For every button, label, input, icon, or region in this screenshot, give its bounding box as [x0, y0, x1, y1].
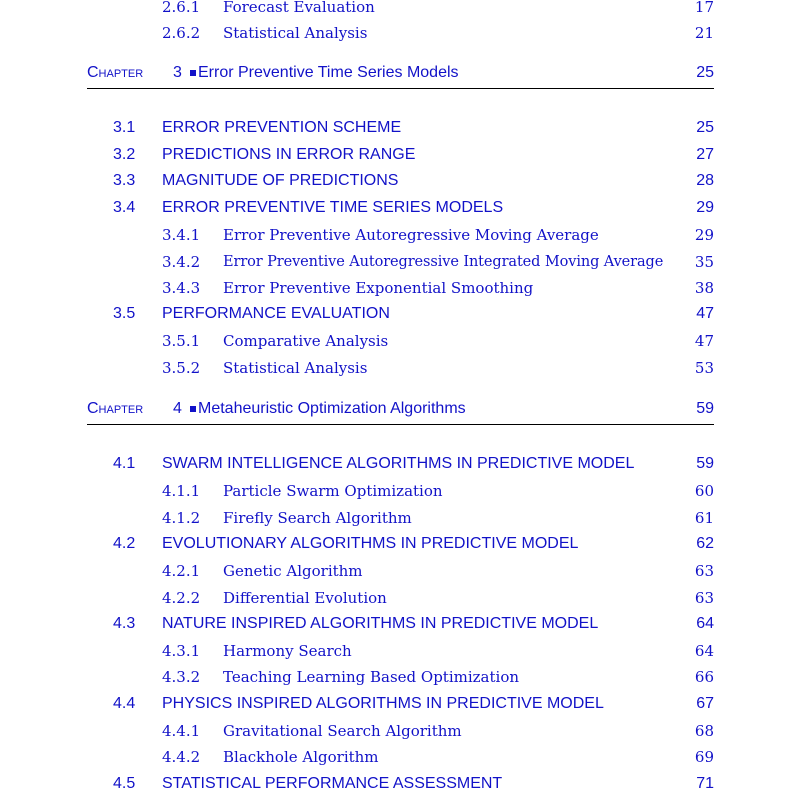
square-bullet-icon [190, 406, 196, 412]
entry-page: 66 [694, 668, 714, 686]
entry-number: 2.6.1 [162, 0, 201, 16]
entry-number: 3.1 [113, 119, 136, 136]
toc-entry-4-1[interactable] [0, 451, 800, 477]
entry-page: 38 [694, 279, 714, 297]
chapter-label: Chapter [87, 400, 144, 417]
chapter-page: 59 [696, 400, 714, 417]
entry-title: NATURE INSPIRED ALGORITHMS IN PREDICTIVE MODEL [162, 615, 599, 632]
entry-title: Differential Evolution [223, 589, 387, 607]
toc-entry-4-3-2[interactable] [0, 664, 800, 690]
toc-entry-4-4-1[interactable] [0, 718, 800, 744]
toc-entry-2-6-1[interactable] [0, 0, 800, 20]
entry-page: 64 [696, 615, 714, 632]
entry-number: 2.6.2 [162, 24, 201, 42]
entry-number: 3.5 [113, 305, 136, 322]
toc-entry-3-5-1[interactable] [0, 328, 800, 354]
entry-page: 47 [696, 305, 714, 322]
entry-number: 3.5.1 [162, 332, 201, 350]
toc-entry-3-4[interactable] [0, 195, 800, 221]
entry-title: Genetic Algorithm [223, 562, 363, 580]
entry-number: 4.3.2 [162, 668, 201, 686]
entry-page: 53 [694, 359, 714, 377]
entry-title: MAGNITUDE OF PREDICTIONS [162, 172, 399, 189]
entry-number: 3.5.2 [162, 359, 201, 377]
chapter-title: Metaheuristic Optimization Algorithms [198, 400, 466, 417]
entry-title: Firefly Search Algorithm [223, 509, 412, 527]
entry-page: 59 [696, 455, 714, 472]
entry-number: 4.1.1 [162, 482, 201, 500]
entry-number: 4.4.2 [162, 748, 201, 766]
chapter-number: 3 [173, 64, 182, 81]
toc-entry-4-1-1[interactable] [0, 478, 800, 504]
toc-entry-3-3[interactable] [0, 168, 800, 194]
chapter-3-heading[interactable] [87, 60, 714, 89]
entry-page: 68 [694, 722, 714, 740]
entry-page: 17 [694, 0, 714, 16]
entry-title: Statistical Analysis [223, 24, 368, 42]
entry-title: Gravitational Search Algorithm [223, 722, 462, 740]
entry-page: 60 [694, 482, 714, 500]
entry-page: 29 [696, 199, 714, 216]
entry-page: 35 [694, 253, 714, 271]
entry-title: Statistical Analysis [223, 359, 368, 377]
toc-entry-3-4-1[interactable] [0, 222, 800, 248]
entry-number: 3.4 [113, 199, 136, 216]
entry-title: SWARM INTELLIGENCE ALGORITHMS IN PREDICTIVE MODEL [162, 455, 635, 472]
square-bullet-icon [190, 70, 196, 76]
toc-entry-4-2-1[interactable] [0, 558, 800, 584]
entry-number: 3.4.2 [162, 253, 201, 271]
toc-entry-4-5[interactable] [0, 771, 800, 797]
chapter-page: 25 [696, 64, 714, 81]
entry-page: 64 [694, 642, 714, 660]
entry-page: 61 [694, 509, 714, 527]
entry-number: 4.2 [113, 535, 136, 552]
entry-number: 4.1 [113, 455, 136, 472]
entry-page: 63 [694, 562, 714, 580]
toc-entry-3-5-2[interactable] [0, 355, 800, 381]
entry-page: 28 [696, 172, 714, 189]
entry-title: EVOLUTIONARY ALGORITHMS IN PREDICTIVE MODEL [162, 535, 579, 552]
entry-number: 4.3 [113, 615, 136, 632]
entry-number: 3.4.1 [162, 226, 201, 244]
entry-number: 3.3 [113, 172, 136, 189]
toc-entry-4-3[interactable] [0, 611, 800, 637]
entry-page: 67 [696, 695, 714, 712]
chapter-number: 4 [173, 400, 182, 417]
entry-title: Particle Swarm Optimization [223, 482, 443, 500]
entry-title: PERFORMANCE EVALUATION [162, 305, 390, 322]
toc-entry-2-6-2[interactable] [0, 20, 800, 46]
entry-title: Error Preventive Autoregressive Integrated Moving Average [223, 254, 664, 270]
entry-number: 4.2.1 [162, 562, 201, 580]
entry-number: 4.1.2 [162, 509, 201, 527]
entry-page: 62 [696, 535, 714, 552]
entry-title: Teaching Learning Based Optimization [223, 668, 520, 686]
toc-entry-4-2-2[interactable] [0, 585, 800, 611]
entry-title: Comparative Analysis [223, 332, 389, 350]
entry-title: ERROR PREVENTION SCHEME [162, 119, 402, 136]
entry-page: 47 [694, 332, 714, 350]
chapter-label: Chapter [87, 64, 144, 81]
entry-page: 69 [694, 748, 714, 766]
entry-number: 4.4 [113, 695, 136, 712]
toc-entry-3-4-3[interactable] [0, 275, 800, 301]
toc-entry-3-2[interactable] [0, 142, 800, 168]
entry-page: 25 [696, 119, 714, 136]
toc-entry-3-5[interactable] [0, 301, 800, 327]
entry-page: 29 [694, 226, 714, 244]
entry-title: PREDICTIONS IN ERROR RANGE [162, 146, 416, 163]
entry-title: STATISTICAL PERFORMANCE ASSESSMENT [162, 775, 503, 792]
entry-title: Harmony Search [223, 642, 352, 660]
entry-number: 4.2.2 [162, 589, 201, 607]
entry-number: 4.5 [113, 775, 136, 792]
chapter-4-heading[interactable] [87, 396, 714, 425]
entry-page: 63 [694, 589, 714, 607]
chapter-title: Error Preventive Time Series Models [198, 64, 459, 81]
entry-page: 71 [696, 775, 714, 792]
entry-title: ERROR PREVENTIVE TIME SERIES MODELS [162, 199, 504, 216]
entry-title: PHYSICS INSPIRED ALGORITHMS IN PREDICTIVE MODEL [162, 695, 604, 712]
toc-entry-4-3-1[interactable] [0, 638, 800, 664]
entry-title: Error Preventive Autoregressive Moving Average [223, 226, 599, 244]
toc-entry-4-4[interactable] [0, 691, 800, 717]
entry-title: Forecast Evaluation [223, 0, 375, 16]
entry-page: 27 [696, 146, 714, 163]
toc-entry-4-4-2[interactable] [0, 744, 800, 770]
entry-title: Blackhole Algorithm [223, 748, 379, 766]
toc-entry-3-4-2[interactable] [0, 249, 800, 275]
toc-entry-4-2[interactable] [0, 531, 800, 557]
entry-number: 3.2 [113, 146, 136, 163]
toc-entry-3-1[interactable] [0, 115, 800, 141]
entry-title: Error Preventive Exponential Smoothing [223, 279, 534, 297]
entry-page: 21 [694, 24, 714, 42]
toc-entry-4-1-2[interactable] [0, 505, 800, 531]
entry-number: 4.4.1 [162, 722, 201, 740]
entry-number: 3.4.3 [162, 279, 201, 297]
entry-number: 4.3.1 [162, 642, 201, 660]
